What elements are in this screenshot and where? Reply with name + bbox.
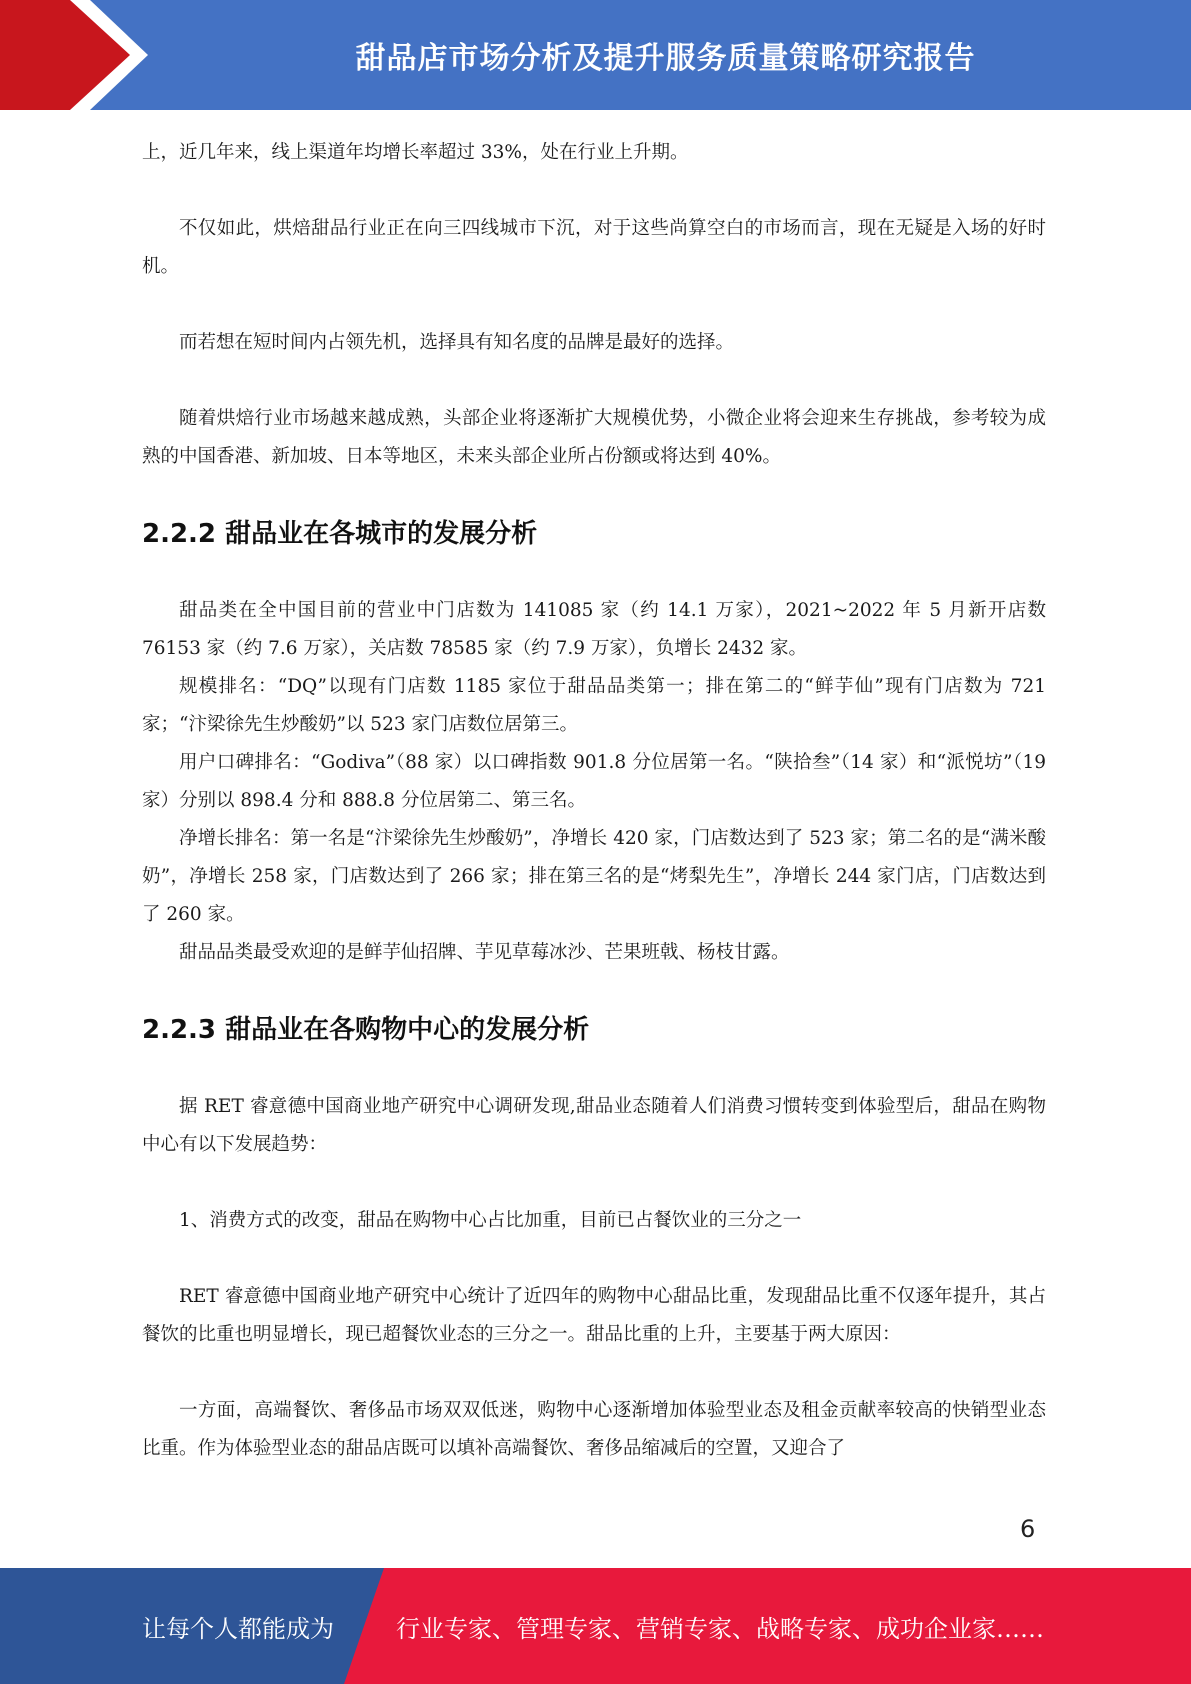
section-heading: 2.2.2 甜品业在各城市的发展分析 xyxy=(142,519,538,549)
paragraph: 规模排名：“DQ”以现有门店数 1185 家位于甜品品类第一；排在第二的“鲜芋仙”现有门店数为 721 家；“汴梁徐先生炒酸奶”以 523 家门店数位居第三。 xyxy=(142,676,1046,735)
page-header xyxy=(0,0,1191,110)
paragraph: RET 睿意德中国商业地产研究中心统计了近四年的购物中心甜品比重，发现甜品比重不仅逐年提升，其占餐饮的比重也明显增长，现已超餐饮业态的三分之一。甜品比重的上升，主要基于两大原因： xyxy=(142,1286,1046,1345)
header-arrow-logo xyxy=(0,0,160,110)
paragraph: 一方面，高端餐饮、奢侈品市场双双低迷，购物中心逐渐增加体验型业态及租金贡献率较高的快销型业态比重。作为体验型业态的甜品店既可以填补高端餐饮、奢侈品缩减后的空置，又迎合了 xyxy=(142,1400,1046,1459)
footer-slogan-right: 行业专家、管理专家、营销专家、战略专家、成功企业家…… xyxy=(396,1614,1044,1643)
report-title: 甜品店市场分析及提升服务质量策略研究报告 xyxy=(355,41,976,76)
page-content xyxy=(142,134,1046,1468)
paragraph: 甜品类在全中国目前的营业中门店数为 141085 家（约 14.1 万家），2021~2022 年 5 月新开店数 76153 家（约 7.6 万家），关店数 78585 家（约 7.9 万家），负增长 2432 家。 xyxy=(142,600,1046,659)
paragraph: 不仅如此，烘焙甜品行业正在向三四线城市下沉，对于这些尚算空白的市场而言，现在无疑是入场的好时机。 xyxy=(142,218,1046,277)
paragraph: 净增长排名：第一名是“汴梁徐先生炒酸奶”，净增长 420 家，门店数达到了 523 家；第二名的是“满米酸奶”，净增长 258 家，门店数达到了 266 家；排在第三名的是“烤梨先生”，净增长 244 家门店，门店数达到了 260 家。 xyxy=(142,828,1046,925)
paragraph: 用户口碑排名：“Godiva”（88 家）以口碑指数 901.8 分位居第一名。“陕拾叁”（14 家）和“派悦坊”（19 家）分别以 898.4 分和 888.8 分位居第二、第三名。 xyxy=(142,752,1046,811)
paragraph: 而若想在短时间内占领先机，选择具有知名度的品牌是最好的选择。 xyxy=(179,332,735,353)
paragraph: 上，近几年来，线上渠道年均增长率超过 33%，处在行业上升期。 xyxy=(142,142,689,163)
section-heading: 2.2.3 甜品业在各购物中心的发展分析 xyxy=(142,1015,590,1045)
page-footer xyxy=(0,1568,1191,1684)
paragraph: 随着烘焙行业市场越来越成熟，头部企业将逐渐扩大规模优势，小微企业将会迎来生存挑战，参考较为成熟的中国香港、新加坡、日本等地区，未来头部企业所占份额或将达到 40%。 xyxy=(142,408,1046,467)
paragraph: 甜品品类最受欢迎的是鲜芋仙招牌、芋见草莓冰沙、芒果班戟、杨枝甘露。 xyxy=(179,942,790,963)
page-number: 6 xyxy=(1020,1515,1036,1543)
paragraph: 据 RET 睿意德中国商业地产研究中心调研发现,甜品业态随着人们消费习惯转变到体验型后，甜品在购物中心有以下发展趋势： xyxy=(142,1096,1046,1155)
list-item: 1、消费方式的改变，甜品在购物中心占比加重，目前已占餐饮业的三分之一 xyxy=(179,1210,802,1231)
footer-slogan-left: 让每个人都能成为 xyxy=(142,1614,334,1643)
